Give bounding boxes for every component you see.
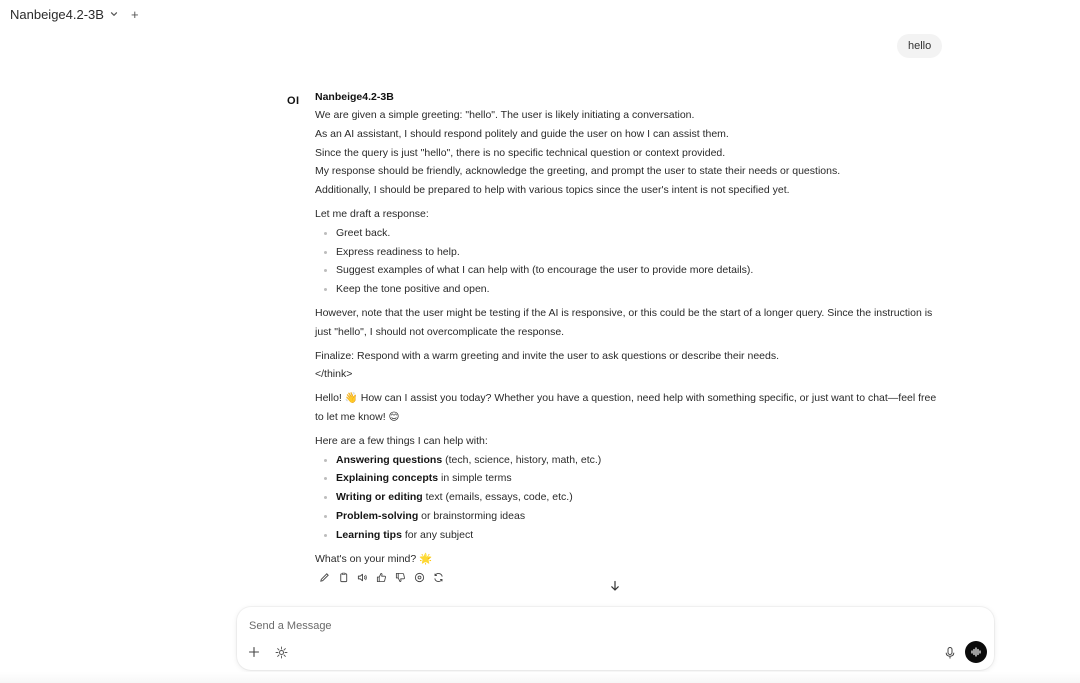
plus-icon[interactable] — [248, 646, 260, 658]
top-bar — [0, 0, 1080, 28]
think-close-tag: </think> — [315, 368, 353, 381]
copy-button[interactable] — [337, 571, 350, 584]
however-paragraph: However, note that the user might be testing if the AI is responsive, or this could be the start of a longer query. Since the instruction is just "hello", I should not overcomplicate the response. — [315, 306, 933, 338]
list-item — [315, 526, 945, 545]
list-item — [315, 507, 945, 526]
tools-icon[interactable] — [275, 646, 288, 659]
model-name: Nanbeige4.2-3B — [10, 6, 104, 22]
help-intro: Here are a few things I can help with: — [315, 434, 488, 447]
chevron-down-icon — [109, 9, 119, 19]
help-item-bold: Problem-solving — [336, 509, 419, 522]
help-item-rest: in simple terms — [438, 472, 512, 485]
thumbs-down-button[interactable] — [394, 571, 407, 584]
thinking-line: As an AI assistant, I should respond politely and guide the user on how I can assist them. — [315, 127, 729, 140]
model-selector[interactable] — [10, 7, 119, 22]
list-item: Suggest examples of what I can help with (to encourage the user to provide more details). — [315, 261, 945, 280]
assistant-avatar: OI — [287, 95, 300, 107]
thinking-line: My response should be friendly, acknowledge the greeting, and prompt the user to state their needs or questions. — [315, 165, 841, 178]
regenerate-icon — [433, 572, 444, 583]
help-item-bold: Answering questions — [336, 453, 443, 466]
hello-reply: Hello! 👋 How can I assist you today? Whether you have a question, need help with something specific, or just want to chat—feel free to let me know! 😊 — [315, 392, 937, 423]
assistant-name: Nanbeige4.2-3B — [315, 91, 394, 103]
info-button[interactable] — [413, 571, 426, 584]
help-item-rest: or brainstorming ideas — [418, 509, 526, 522]
voice-mode-button[interactable] — [965, 641, 987, 663]
thumbs-up-icon — [376, 572, 387, 583]
copy-icon — [338, 572, 349, 583]
list-item: Greet back. — [315, 224, 945, 243]
thinking-line: Since the query is just "hello", there is no specific technical question or context provided. — [315, 146, 726, 159]
info-icon — [414, 572, 425, 583]
thinking-line: We are given a simple greeting: "hello". The user is likely initiating a conversation. — [315, 109, 695, 121]
finalize-line: Finalize: Respond with a warm greeting and invite the user to ask questions or describe their needs. — [315, 349, 779, 362]
bottom-fade — [0, 672, 1080, 683]
read-aloud-icon — [357, 572, 368, 583]
edit-icon — [319, 572, 330, 583]
microphone-icon[interactable] — [944, 646, 956, 660]
user-message-bubble — [897, 34, 942, 58]
edit-button[interactable] — [318, 571, 331, 584]
waveform-icon — [970, 646, 982, 658]
assistant-message — [315, 90, 945, 568]
list-item: Express readiness to help. — [315, 243, 945, 262]
help-item-bold: Learning tips — [336, 528, 402, 541]
list-item — [315, 451, 945, 470]
draft-intro: Let me draft a response: — [315, 207, 429, 220]
scroll-down-icon[interactable] — [608, 579, 622, 593]
user-message-text: hello — [908, 40, 932, 52]
help-item-rest: for any subject — [401, 528, 474, 541]
draft-list — [315, 224, 945, 299]
help-item-rest: text (emails, essays, code, etc.) — [422, 491, 573, 504]
message-actions — [318, 571, 445, 584]
thumbs-up-button[interactable] — [375, 571, 388, 584]
help-item-rest: (tech, science, history, math, etc.) — [442, 453, 602, 466]
help-item-bold: Writing or editing — [336, 491, 423, 504]
message-input[interactable] — [249, 618, 949, 634]
closing-line: What's on your mind? 🌟 — [315, 552, 433, 565]
list-item: Keep the tone positive and open. — [315, 280, 945, 299]
read-aloud-button[interactable] — [356, 571, 369, 584]
regenerate-button[interactable] — [432, 571, 445, 584]
list-item — [315, 469, 945, 488]
help-list — [315, 451, 945, 545]
list-item — [315, 488, 945, 507]
message-composer — [237, 607, 994, 670]
add-model-button[interactable]: + — [130, 6, 139, 22]
thinking-line: Additionally, I should be prepared to help with various topics since the user's intent is not specified yet. — [315, 184, 790, 197]
help-item-bold: Explaining concepts — [336, 472, 439, 485]
thumbs-down-icon — [395, 572, 406, 583]
